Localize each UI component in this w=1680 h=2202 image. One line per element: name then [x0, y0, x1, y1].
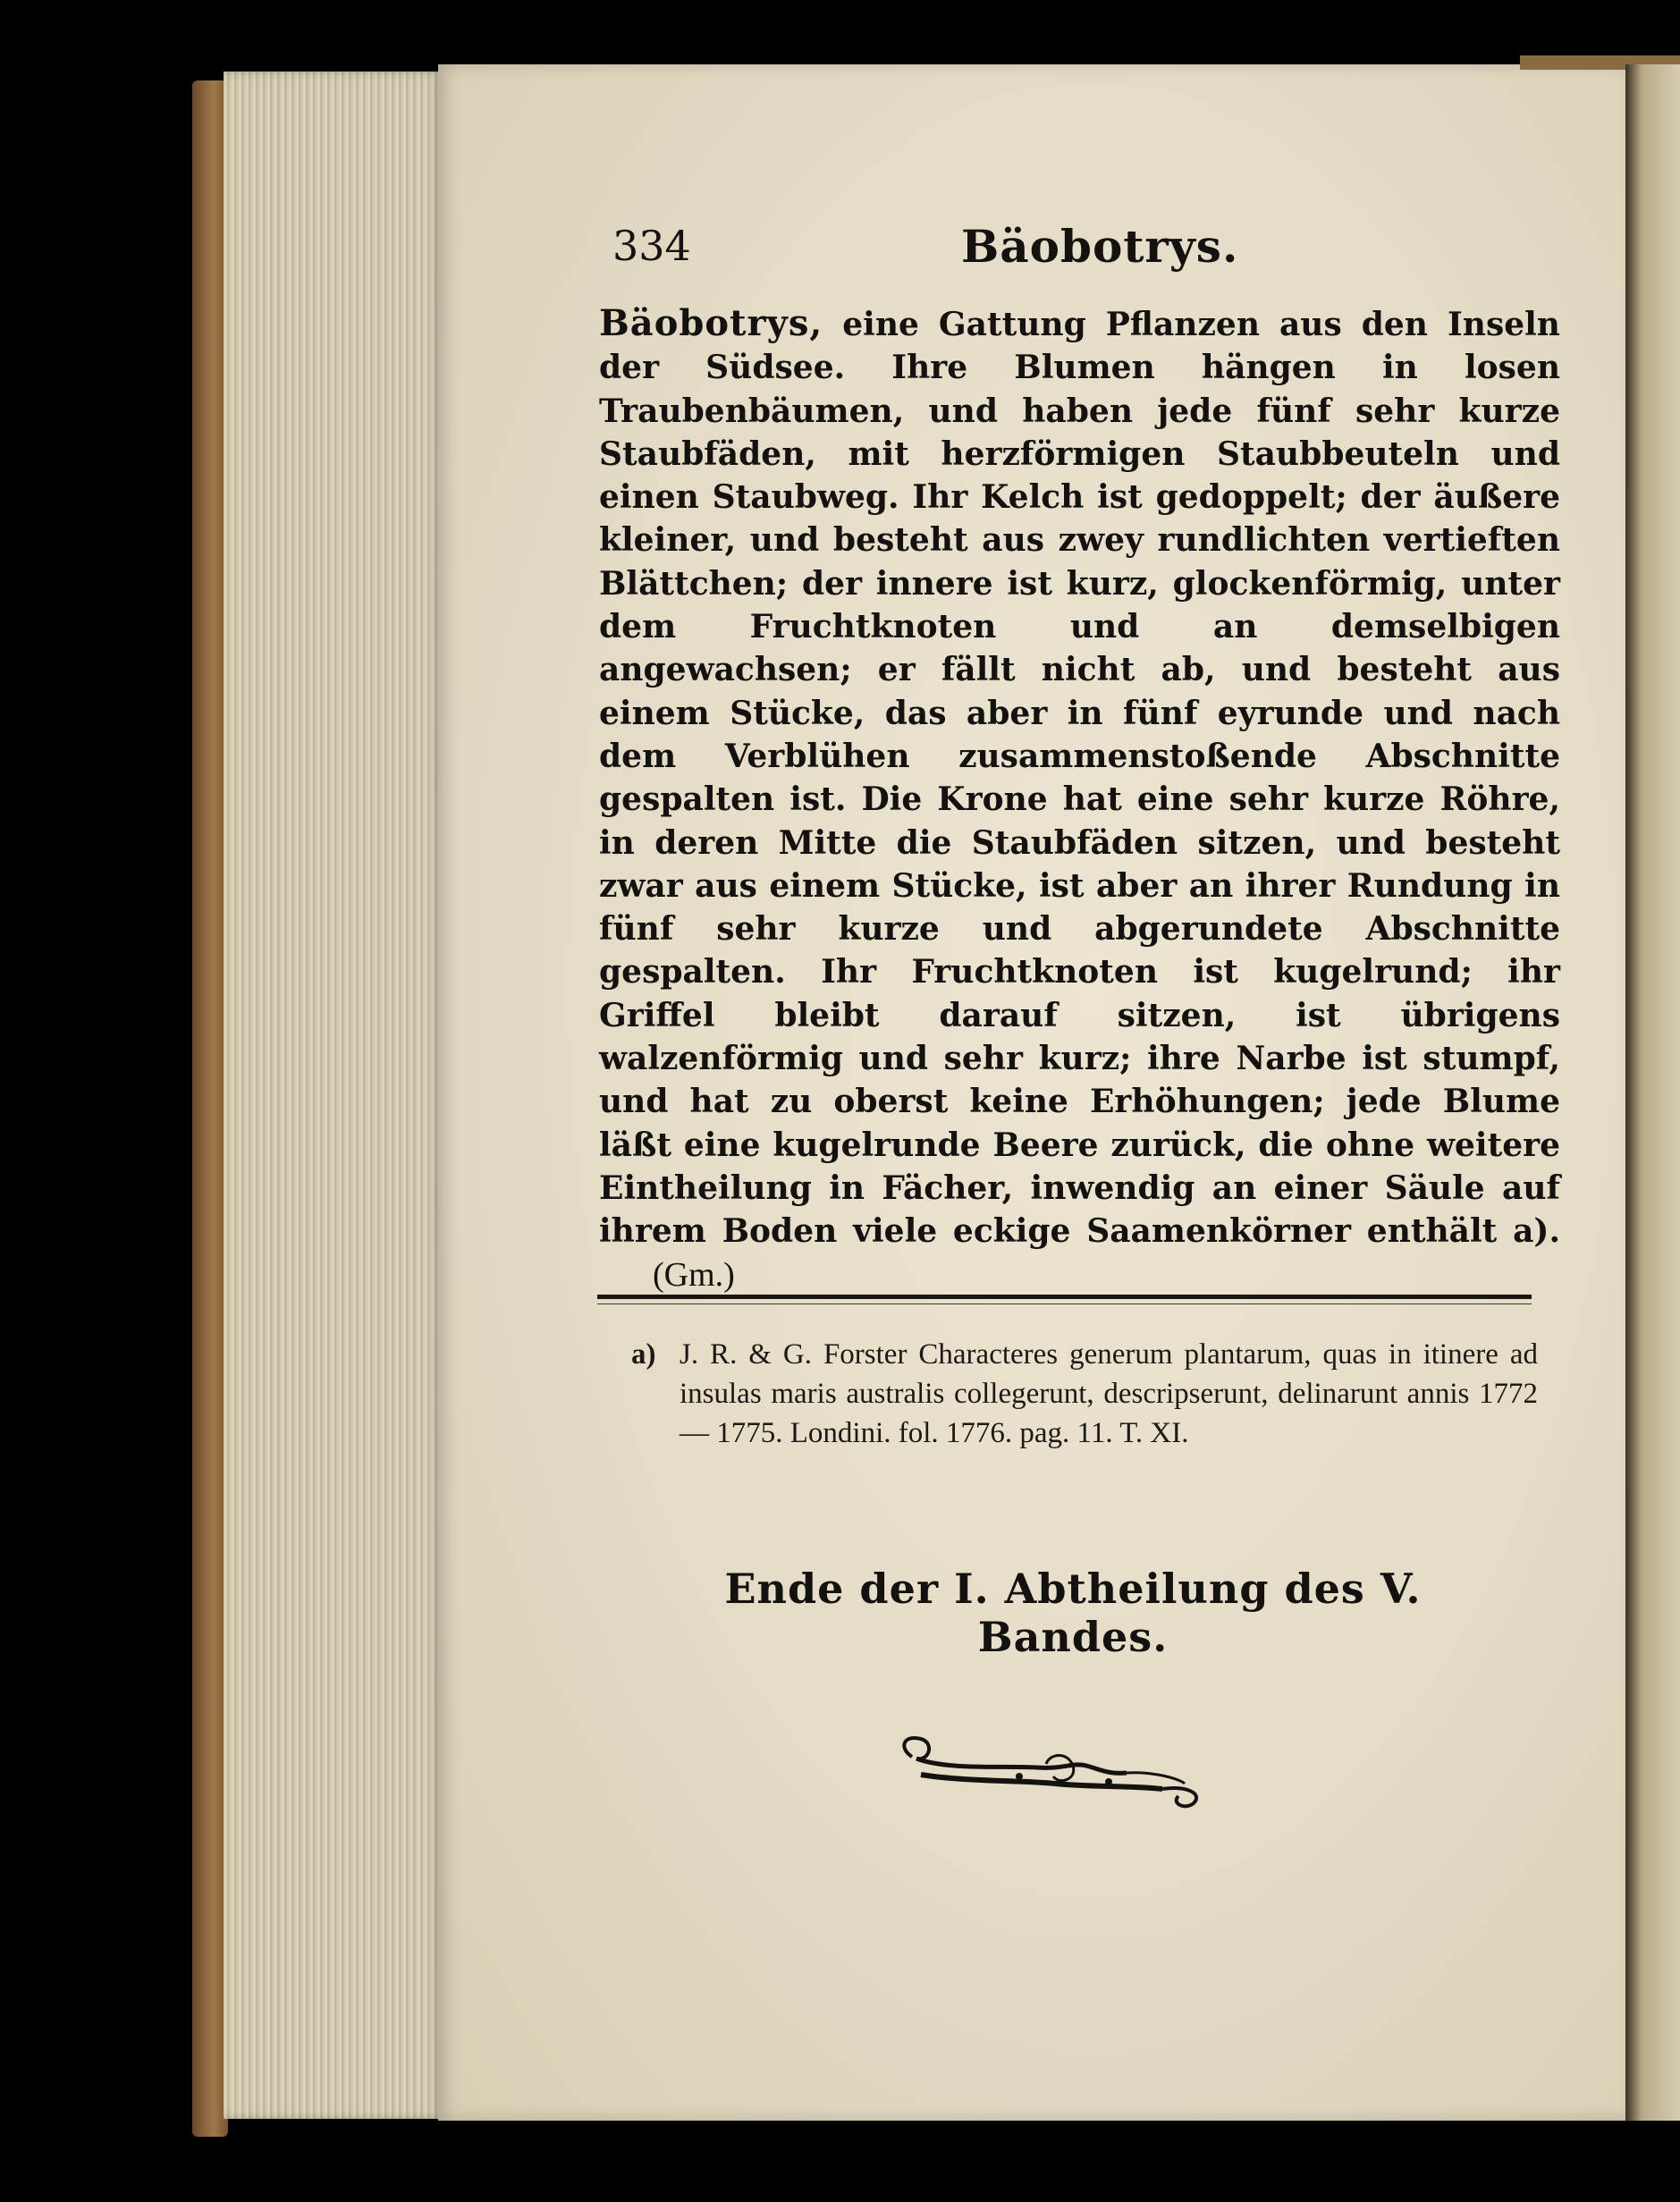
volume-end-line: Ende der I. Abtheilung des V. Bandes.	[724, 1565, 1422, 1661]
author-signature: (Gm.)	[653, 1255, 735, 1294]
footnote-text: J. R. & G. Forster Characteres generum plantarum, quas in itinere ad insulas maris australis collegerunt, descripserunt, delinarunt annis 1772 — 1775. Londini. fol. 1776. pag. 11. T. XI.	[680, 1338, 1538, 1449]
footnote-divider-thin	[597, 1303, 1532, 1304]
entry-headword: Bäobotrys,	[599, 302, 823, 344]
page-number: 334	[612, 222, 691, 270]
page-header	[612, 220, 1547, 275]
entry-paragraph	[599, 302, 1560, 1296]
entry-body	[599, 302, 1560, 1296]
running-title: Bäobotrys.	[961, 220, 1239, 273]
page-edges-stack	[224, 72, 443, 2119]
footnote	[631, 1335, 1538, 1453]
footnote-divider	[597, 1295, 1532, 1299]
entry-text: eine Gattung Pflanzen aus den Inseln der Südsee. Ihre Blumen hängen in losen Traubenbäumen, und haben jede fünf sehr kurze Staubfäden, mit herzförmigen Staubbeuteln und einen Staubweg. Ihr Kelch ist gedoppelt; der äußere kleiner, und besteht aus zwey rundlichten vertieften Blättchen; der innere ist kurz, glockenförmig, unter dem Fruchtknoten und an demselbigen angewachsen; er fällt nicht ab, und besteht aus einem Stücke, das aber in fünf eyrunde und nach dem Verblühen zusammenstoßende Abschnitte gespalten ist. Die Krone hat eine sehr kurze Röhre, in deren Mitte die Staubfäden sitzen, und besteht zwar aus einem Stücke, ist aber an ihrer Rundung in fünf sehr kurze und abgerundete Abschnitte gespalten. Ihr Fruchtknoten ist kugelrund; ihr Griffel bleibt darauf sitzen, ist übrigens walzenförmig und sehr kurz; ihre Narbe ist stumpf, und hat zu oberst keine Erhöhungen; jede Blume läßt eine kugelrunde Beere zurück, die ohne weitere Eintheilung in Fächer, inwendig an einer Säule auf ihrem Boden viele eckige Saamenkörner enthält a).	[599, 306, 1560, 1251]
book-cover-edge	[192, 80, 228, 2137]
ornament-icon	[894, 1730, 1216, 1810]
footnote-mark: a)	[631, 1338, 656, 1371]
facing-page-edge	[1625, 64, 1680, 2121]
